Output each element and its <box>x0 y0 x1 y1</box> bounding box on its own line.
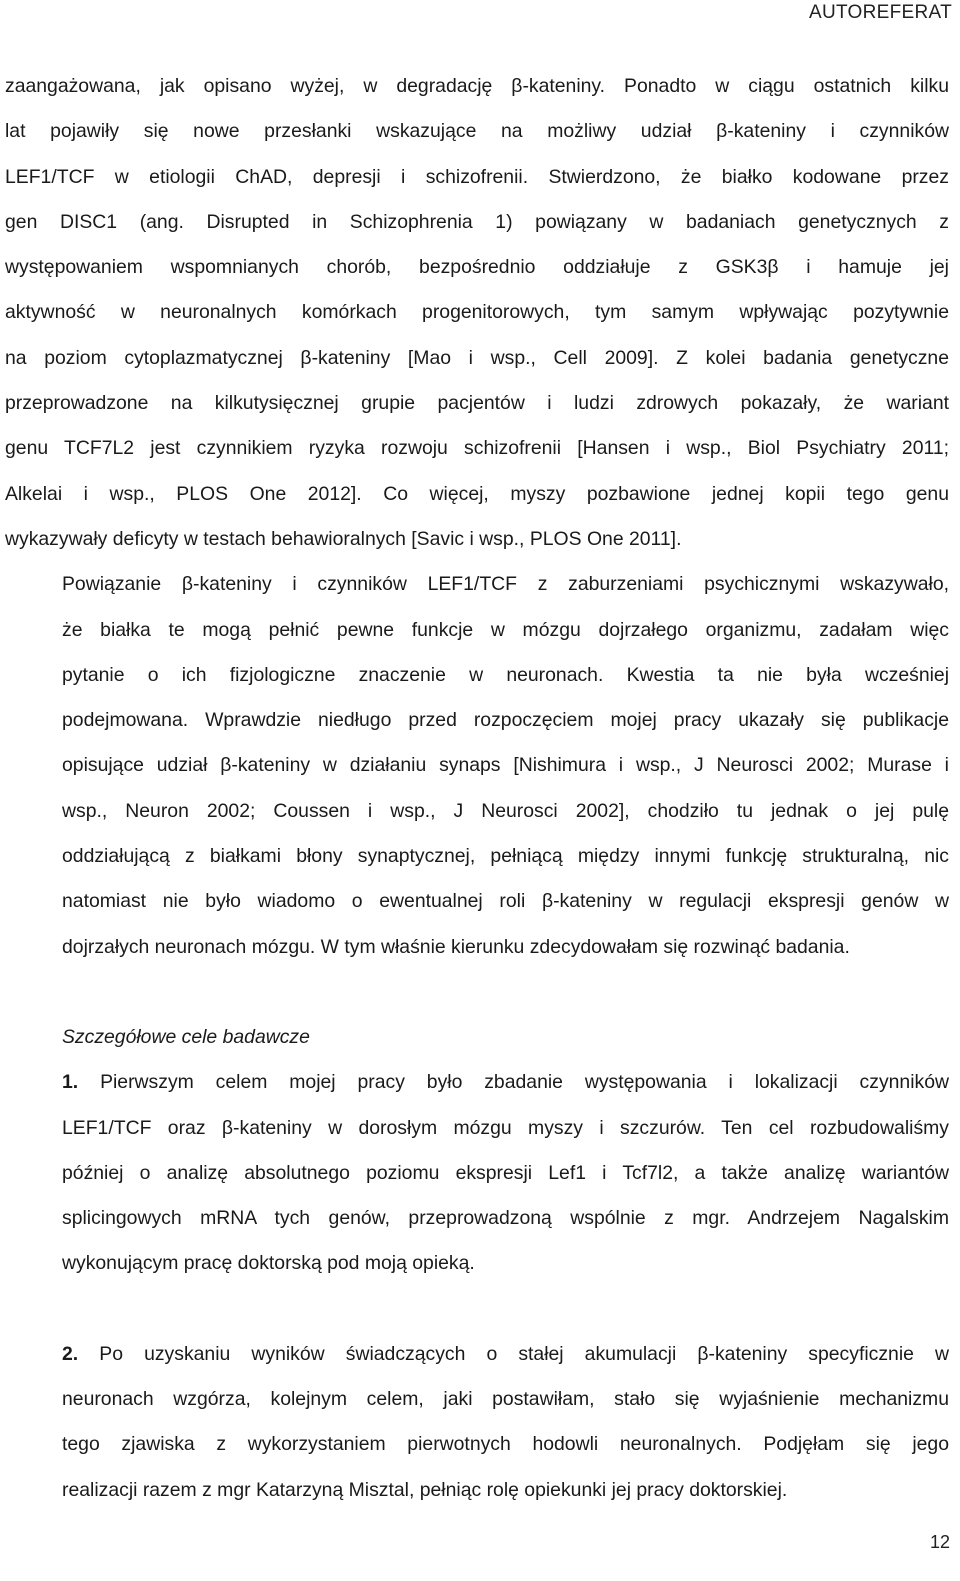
text-line: że białka te mogą pełnić pewne funkcje w mózgu dojrzałego organizmu, zadałam więc <box>62 618 949 641</box>
text-line: przeprowadzone na kilkutysięcznej grupie pacjentów i ludzi zdrowych pokazały, że wariant <box>5 392 949 415</box>
text-line: LEF1/TCF oraz β-kateniny w dorosłym mózgu myszy i szczurów. Ten cel rozbudowaliśmy <box>62 1116 949 1139</box>
text-line: później o analizę absolutnego poziomu ekspresji Lef1 i Tcf7l2, a także analizę wariantów <box>62 1161 949 1184</box>
section-heading: Szczegółowe cele badawcze <box>62 1025 310 1048</box>
text-line: Alkelai i wsp., PLOS One 2012]. Co więcej, myszy pozbawione jednej kopii tego genu <box>5 482 949 505</box>
objective-number: 1. <box>62 1071 79 1094</box>
text-line: aktywność w neuronalnych komórkach progenitorowych, tym samym wpływając pozytywnie <box>5 301 949 324</box>
document-body <box>5 64 949 1513</box>
spacer <box>5 1287 949 1332</box>
text-line: LEF1/TCF w etiologii ChAD, depresji i schizofrenii. Stwierdzono, że białko kodowane przez <box>5 165 949 188</box>
objective-1 <box>5 1060 949 1286</box>
text-line: lat pojawiły się nowe przesłanki wskazujące na możliwy udział β-kateniny i czynników <box>5 120 949 143</box>
text-line: dojrzałych neuronach mózgu. W tym właśnie kierunku zdecydowałam się rozwinąć badania. <box>62 935 850 958</box>
text-line: realizacji razem z mgr Katarzyną Misztal, pełniąc rolę opiekunki jej pracy doktorskiej. <box>62 1478 788 1501</box>
text-line: na poziom cytoplazmatycznej β-kateniny [Mao i wsp., Cell 2009]. Z kolei badania genetyczne <box>5 346 949 369</box>
running-header: AUTOREFERAT <box>809 2 952 23</box>
text-line: oddziałującą z białkami błony synaptycznej, pełniącą między innymi funkcję strukturalną, nic <box>62 845 949 868</box>
text-line: występowaniem wspomnianych chorób, bezpośrednio oddziałuje z GSK3β i hamuje jej <box>5 256 949 279</box>
text-line: genu TCF7L2 jest czynnikiem ryzyka rozwoju schizofrenii [Hansen i wsp., Biol Psychiatry 2011; <box>5 437 949 460</box>
text-line: neuronach wzgórza, kolejnym celem, jaki postawiłam, stało się wyjaśnienie mechanizmu <box>62 1388 949 1411</box>
text-line: splicingowych mRNA tych genów, przeprowadzoną wspólnie z mgr. Andrzejem Nagalskim <box>62 1207 949 1230</box>
text-line: pytanie o ich fizjologiczne znaczenie w neuronach. Kwestia ta nie była wcześniej <box>62 663 949 686</box>
page-number: 12 <box>929 1532 950 1552</box>
objective-2 <box>5 1332 949 1513</box>
text-line: zaangażowana, jak opisano wyżej, w degradację β-kateniny. Ponadto w ciągu ostatnich kilku <box>5 75 949 97</box>
objective-number: 2. <box>62 1342 79 1365</box>
text-line: natomiast nie było wiadomo o ewentualnej roli β-kateniny w regulacji ekspresji genów w <box>62 890 949 913</box>
text-line: gen DISC1 (ang. Disrupted in Schizophrenia 1) powiązany w badaniach genetycznych z <box>5 210 949 233</box>
paragraph-1 <box>5 64 949 562</box>
text-line: wykonującym pracę doktorską pod moją opieką. <box>62 1252 475 1275</box>
paragraph-2 <box>5 562 949 970</box>
text-line: wykazywały deficyty w testach behawioralnych [Savic i wsp., PLOS One 2011]. <box>5 527 682 550</box>
text-line: Powiązanie β-kateniny i czynników LEF1/TCF z zaburzeniami psychicznymi wskazywało, <box>62 573 949 596</box>
text-line <box>5 1060 949 1105</box>
text-line: opisujące udział β-kateniny w działaniu synaps [Nishimura i wsp., J Neurosci 2002; Murase i <box>62 754 949 777</box>
text-line-body: Po uzyskaniu wyników świadczących o stałej akumulacji β-kateniny specyficznie w <box>99 1342 949 1365</box>
text-line: podejmowana. Wprawdzie niedługo przed rozpoczęciem mojej pracy ukazały się publikacje <box>62 709 949 732</box>
text-line <box>5 1332 949 1377</box>
text-line: tego zjawiska z wykorzystaniem pierwotnych hodowli neuronalnych. Podjęłam się jego <box>62 1433 949 1456</box>
spacer <box>5 970 949 1015</box>
text-line: wsp., Neuron 2002; Coussen i wsp., J Neurosci 2002], chodziło tu jednak o jej pulę <box>62 799 949 822</box>
text-line-body: Pierwszym celem mojej pracy było zbadanie występowania i lokalizacji czynników <box>100 1071 950 1094</box>
